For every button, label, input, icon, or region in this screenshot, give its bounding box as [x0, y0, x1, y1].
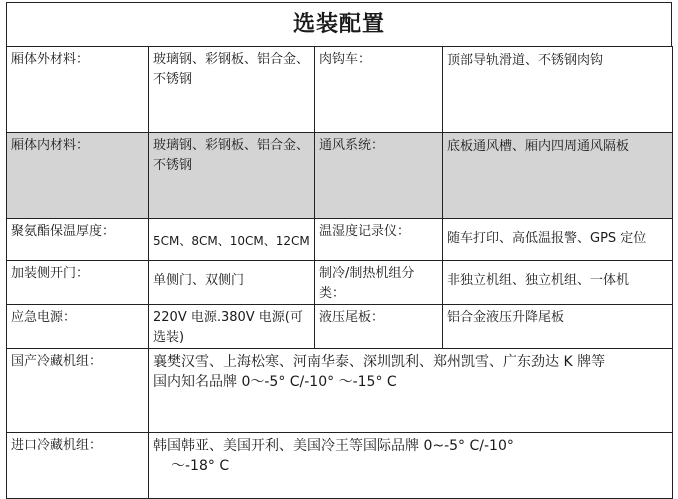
table-row — [7, 349, 673, 433]
table-row — [7, 219, 673, 261]
row-value: 220V 电源.380V 电源(可选装) — [149, 305, 315, 349]
row-value: 随车打印、高低温报警、GPS 定位 — [443, 219, 673, 261]
row-value: 5CM、8CM、10CM、12CM — [149, 219, 315, 261]
row-value: 底板通风槽、厢内四周通风隔板 — [443, 133, 673, 219]
table-row — [7, 261, 673, 305]
row-label: 应急电源： — [7, 305, 149, 349]
row-value: 非独立机组、独立机组、一体机 — [443, 261, 673, 305]
row-label: 进口冷藏机组： — [7, 433, 149, 499]
table-row — [7, 305, 673, 349]
row-value: 铝合金液压升降尾板 — [443, 305, 673, 349]
row-value-line: 韩国韩亚、美国开利、美国冷王等国际品牌 0~-5° C/-10° — [153, 438, 514, 454]
row-value-line: 襄樊汉雪、上海松寒、河南华泰、深圳凯利、郑州凯雪、广东劲达 K 牌等 — [153, 354, 606, 370]
row-label: 国产冷藏机组： — [7, 349, 149, 433]
row-value-line: ～-18° C — [171, 458, 230, 474]
spec-table — [6, 46, 673, 499]
row-label: 厢体外材料： — [7, 47, 149, 133]
row-value: 玻璃钢、彩钢板、铝合金、不锈钢 — [149, 47, 315, 133]
page-title: 选装配置 — [6, 2, 672, 46]
row-value: 顶部导轨滑道、不锈钢肉钩 — [443, 47, 673, 133]
row-label: 温湿度记录仪： — [315, 219, 443, 261]
row-label: 厢体内材料： — [7, 133, 149, 219]
row-value-line: 国内知名品牌 0～-5° C/-10° ～-15° C — [153, 374, 397, 390]
row-label: 制冷/制热机组分类： — [315, 261, 443, 305]
table-row — [7, 47, 673, 133]
row-label: 肉钩车： — [315, 47, 443, 133]
row-label: 通风系统： — [315, 133, 443, 219]
table-row — [7, 133, 673, 219]
row-label: 聚氨酯保温厚度： — [7, 219, 149, 261]
row-value: 玻璃钢、彩钢板、铝合金、不锈钢 — [149, 133, 315, 219]
row-value-wide — [149, 433, 673, 499]
table-row — [7, 433, 673, 499]
row-value-wide — [149, 349, 673, 433]
row-label: 液压尾板： — [315, 305, 443, 349]
row-value: 单侧门、双侧门 — [149, 261, 315, 305]
row-label: 加装侧开门： — [7, 261, 149, 305]
